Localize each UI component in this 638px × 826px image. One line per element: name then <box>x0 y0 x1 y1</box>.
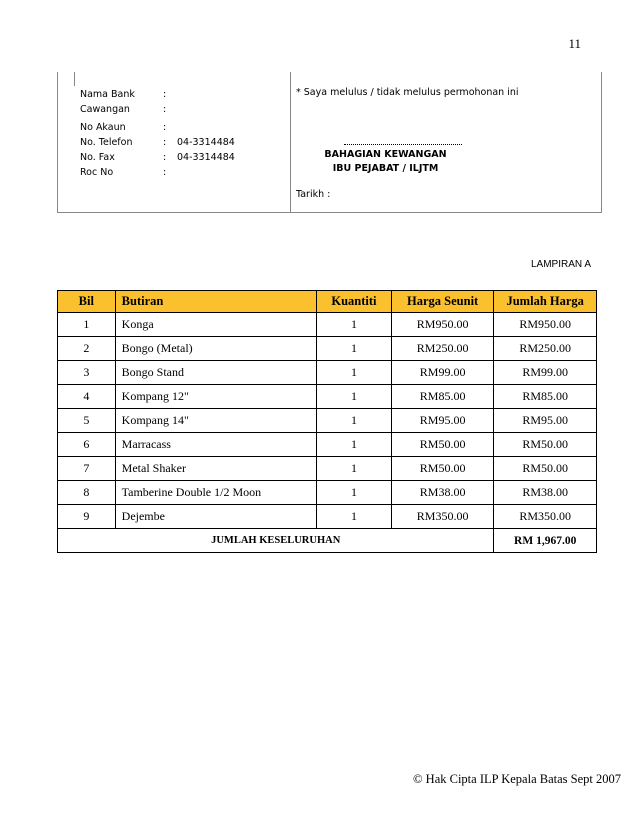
department-name: BAHAGIAN KEWANGAN <box>324 149 447 160</box>
cell-bil: 9 <box>58 505 116 529</box>
cell-total: RM50.00 <box>494 433 597 457</box>
table-row <box>58 481 597 505</box>
header-total: Jumlah Harga <box>494 291 597 313</box>
copyright-notice: © Hak Cipta ILP Kepala Batas Sept 2007 <box>413 772 621 786</box>
table-row <box>58 505 597 529</box>
cell-unit-price: RM95.00 <box>391 409 494 433</box>
field-label: Cawangan <box>80 104 130 115</box>
date-label: Tarikh : <box>296 189 331 200</box>
cell-bil: 7 <box>58 457 116 481</box>
cell-qty: 1 <box>317 409 392 433</box>
field-label: Nama Bank <box>80 89 135 100</box>
table-row <box>58 433 597 457</box>
footer-label: JUMLAH KESELURUHAN <box>58 529 494 553</box>
cell-qty: 1 <box>317 361 392 385</box>
field-colon: : <box>163 89 167 100</box>
field-label: No. Fax <box>80 152 115 163</box>
cell-bil: 3 <box>58 361 116 385</box>
cell-bil: 2 <box>58 337 116 361</box>
cell-qty: 1 <box>317 313 392 337</box>
bank-details-box <box>57 72 602 213</box>
header-item: Butiran <box>115 291 316 313</box>
department-office: IBU PEJABAT / ILJTM <box>332 163 439 174</box>
cell-total: RM85.00 <box>494 385 597 409</box>
cell-unit-price: RM85.00 <box>391 385 494 409</box>
box-divider <box>290 72 291 212</box>
cell-total: RM950.00 <box>494 313 597 337</box>
cell-item: Metal Shaker <box>115 457 316 481</box>
cell-total: RM95.00 <box>494 409 597 433</box>
cell-total: RM50.00 <box>494 457 597 481</box>
cell-unit-price: RM250.00 <box>391 337 494 361</box>
table-row <box>58 337 597 361</box>
field-label: No. Telefon <box>80 137 133 148</box>
table-row <box>58 409 597 433</box>
table-row <box>58 385 597 409</box>
field-label: Roc No <box>80 167 114 178</box>
field-nama-bank <box>80 87 235 102</box>
cell-item: Marracass <box>115 433 316 457</box>
cell-total: RM99.00 <box>494 361 597 385</box>
field-no-fax <box>80 150 235 165</box>
page-number: 11 <box>568 36 581 51</box>
table-row <box>58 361 597 385</box>
items-table <box>57 290 597 553</box>
header-unit-price: Harga Seunit <box>391 291 494 313</box>
approval-statement: * Saya melulus / tidak melulus permohonan ini <box>296 87 519 98</box>
cell-total: RM38.00 <box>494 481 597 505</box>
cell-item: Kompang 12" <box>115 385 316 409</box>
cell-unit-price: RM50.00 <box>391 457 494 481</box>
field-colon: : <box>163 152 167 163</box>
cell-item: Bongo (Metal) <box>115 337 316 361</box>
bank-fields <box>80 87 235 180</box>
appendix-label: LAMPIRAN A <box>530 259 591 270</box>
field-colon: : <box>163 167 167 178</box>
header-bil: Bil <box>58 291 116 313</box>
cell-unit-price: RM38.00 <box>391 481 494 505</box>
field-colon: : <box>163 122 167 133</box>
cell-item: Dejembe <box>115 505 316 529</box>
grand-total: RM 1,967.00 <box>494 529 597 553</box>
field-roc-no <box>80 165 235 180</box>
cell-unit-price: RM950.00 <box>391 313 494 337</box>
cell-bil: 8 <box>58 481 116 505</box>
field-colon: : <box>163 137 167 148</box>
cell-qty: 1 <box>317 505 392 529</box>
signature-line <box>344 142 462 145</box>
field-label: No Akaun <box>80 122 126 133</box>
cell-item: Konga <box>115 313 316 337</box>
field-no-akaun <box>80 120 235 135</box>
cell-qty: 1 <box>317 457 392 481</box>
cell-qty: 1 <box>317 385 392 409</box>
cell-bil: 4 <box>58 385 116 409</box>
cell-qty: 1 <box>317 337 392 361</box>
table-row <box>58 313 597 337</box>
box-marker <box>74 72 75 86</box>
field-cawangan <box>80 102 235 117</box>
field-colon: : <box>163 104 167 115</box>
cell-item: Kompang 14" <box>115 409 316 433</box>
cell-qty: 1 <box>317 433 392 457</box>
cell-bil: 1 <box>58 313 116 337</box>
cell-item: Tamberine Double 1/2 Moon <box>115 481 316 505</box>
table-header-row <box>58 291 597 313</box>
header-qty: Kuantiti <box>317 291 392 313</box>
cell-bil: 5 <box>58 409 116 433</box>
field-value: 04-3314484 <box>177 137 235 148</box>
cell-unit-price: RM99.00 <box>391 361 494 385</box>
cell-bil: 6 <box>58 433 116 457</box>
field-value: 04-3314484 <box>177 152 235 163</box>
table-row <box>58 457 597 481</box>
field-no-telefon <box>80 135 235 150</box>
cell-total: RM250.00 <box>494 337 597 361</box>
cell-unit-price: RM50.00 <box>391 433 494 457</box>
cell-item: Bongo Stand <box>115 361 316 385</box>
cell-unit-price: RM350.00 <box>391 505 494 529</box>
cell-qty: 1 <box>317 481 392 505</box>
cell-total: RM350.00 <box>494 505 597 529</box>
table-footer-row <box>58 529 597 553</box>
